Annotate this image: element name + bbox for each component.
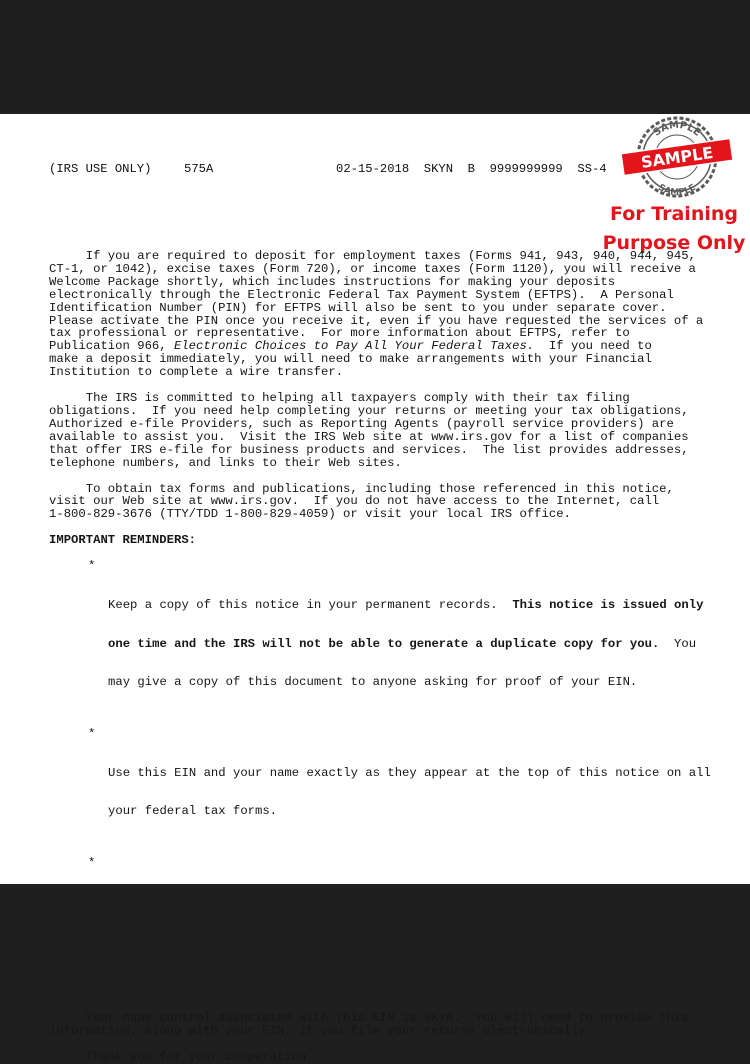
text-line: tax professional or representative. For more information about EFTPS, refer to	[49, 326, 630, 341]
notice-header	[49, 162, 607, 232]
text-line: To obtain tax forms and publications, including those referenced in this notice,	[49, 481, 674, 496]
paragraph-name-control	[49, 1012, 739, 1038]
publication-title: Electronic Choices to Pay All Your Federal Taxes.	[173, 339, 535, 354]
text-span: Keep a copy of this notice in your permanent records.	[108, 597, 513, 612]
sample-stamp-icon	[618, 115, 736, 199]
notice-date-ein-info: 02-15-2018 SKYN B 9999999999 SS-4	[336, 162, 607, 176]
text-line: Please activate the PIN once you receive it, even if you have requested the services of a	[49, 313, 704, 328]
closing-line: Thank you for your cooperation.	[49, 1050, 314, 1064]
text-line: 1-800-829-3676 (TTY/TDD 1-800-829-4059) or visit your local IRS office.	[49, 507, 571, 522]
text-line: that offer IRS e-file for business products and services. The list provides addresses,	[49, 442, 689, 457]
text-line: Institution to complete a wire transfer.	[49, 365, 344, 380]
paragraph-forms	[49, 483, 739, 522]
text-line: your federal tax forms.	[108, 804, 278, 819]
bottom-black-bar	[0, 884, 750, 1000]
text-line: Your name control associated with this EIN is SKYN. You will need to provide this	[49, 1011, 689, 1026]
stamp-center-text: SAMPLE	[639, 143, 715, 172]
notice-form-code: 575A	[184, 162, 214, 176]
paragraph-efile	[49, 392, 739, 469]
text-line: Authorized e-file Providers, such as Reporting Agents (payroll service providers) are	[49, 416, 674, 431]
text-line: available to assist you. Visit the IRS Web site at www.irs.gov for a list of companies	[49, 429, 689, 444]
notice-page	[0, 114, 750, 1064]
text-line: may give a copy of this document to anyone asking for proof of your EIN.	[108, 675, 638, 690]
text-line: The IRS is committed to helping all taxpayers comply with their tax filing	[49, 391, 630, 406]
text-line: Identification Number (PIN) for EFTPS will also be sent to you under separate cover.	[49, 300, 667, 315]
text-line: make a deposit immediately, you will need to make arrangements with your Financial	[49, 352, 652, 367]
watermark-line-2: Purpose Only	[602, 232, 746, 254]
text-line: CT-1, or 1042), excise taxes (Form 720), or income taxes (Form 1120), you will receive a	[49, 261, 696, 276]
text-span: You	[659, 636, 697, 651]
stamp-top-text: SAMPLE	[651, 119, 703, 139]
bullet-star: *	[88, 727, 96, 741]
text-span: If you need to	[534, 339, 652, 354]
text-line: electronically through the Electronic Federal Tax Payment System (EFTPS). A Personal	[49, 287, 674, 302]
text-line: visit our Web site at www.irs.gov. If you do not have access to the Internet, call	[49, 494, 660, 509]
text-span: Publication 966,	[49, 339, 174, 354]
irs-use-only-label: (IRS USE ONLY)	[49, 162, 152, 176]
bold-text: one time and the IRS will not be able to generate a duplicate copy for you.	[108, 636, 660, 651]
text-line: information, along with your EIN, if you file your returns electronically.	[49, 1024, 593, 1039]
reminder-item	[49, 728, 739, 844]
bold-text: This notice is issued only	[512, 597, 704, 612]
text-line: If you are required to deposit for employment taxes (Forms 941, 943, 940, 944, 945,	[49, 249, 696, 263]
bullet-star: *	[88, 856, 96, 871]
bullet-star: *	[88, 559, 96, 574]
watermark-line-1: For Training	[610, 203, 738, 225]
text-line: Use this EIN and your name exactly as they appear at the top of this notice on all	[108, 765, 711, 780]
paragraph-deposits	[49, 250, 739, 379]
text-line: Welcome Package shortly, which includes instructions for making your deposits	[49, 274, 616, 289]
top-black-bar	[0, 0, 750, 114]
stamp-bottom-text: SAMPLE	[656, 182, 698, 199]
important-reminders-heading: IMPORTANT REMINDERS:	[49, 533, 197, 548]
text-line: telephone numbers, and links to their Web sites.	[49, 455, 402, 470]
text-line: obligations. If you need help completing your returns or meeting your tax obligations,	[49, 403, 689, 418]
reminder-item	[49, 560, 739, 715]
